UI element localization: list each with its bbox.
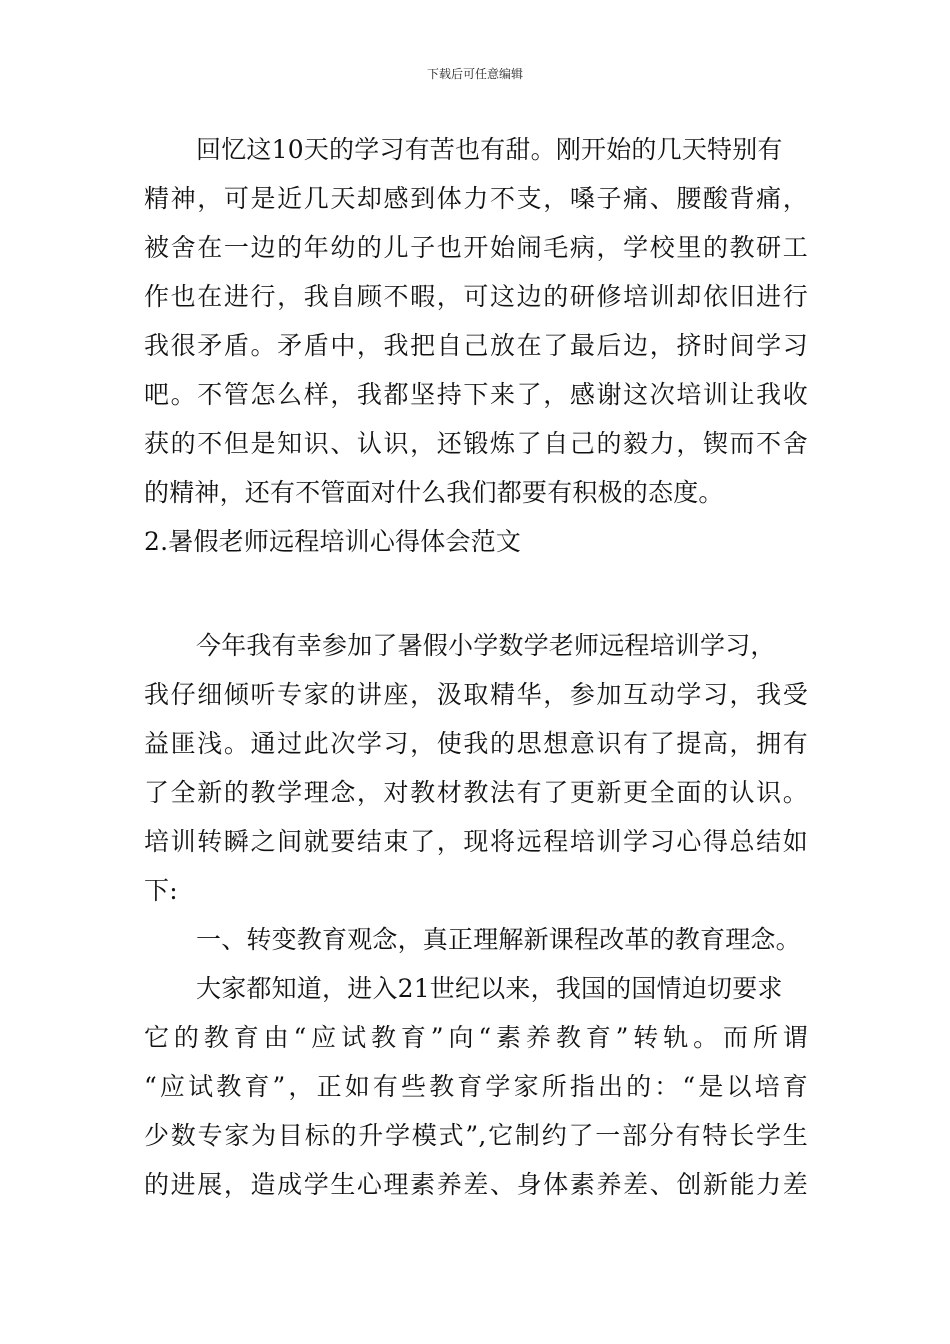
paragraph-line: 回忆这10天的学习有苦也有甜。刚开始的几天特别有 — [196, 135, 783, 164]
paragraph-line: 培训转瞬之间就要结束了，现将远程培训学习心得总结如 — [144, 827, 808, 856]
paragraph-line: “应试教育”，正如有些教育学家所指出的：“是以培育 — [144, 1072, 808, 1101]
paragraph-line: 我很矛盾。矛盾中，我把自己放在了最后边，挤时间学习 — [144, 331, 808, 360]
paragraph-line: 获的不但是知识、认识，还锻炼了自己的毅力，锲而不舍 — [144, 429, 808, 458]
paragraph-line: 的进展，造成学生心理素养差、身体素养差、创新能力差 — [144, 1170, 808, 1199]
paragraph-line: 吧。不管怎么样，我都坚持下来了，感谢这次培训让我收 — [144, 380, 808, 409]
paragraph-line: 它的教育由“应试教育”向“素养教育”转轨。而所谓 — [144, 1023, 808, 1052]
paragraph-line: 精神，可是近几天却感到体力不支，嗓子痛、腰酸背痛， — [144, 184, 808, 213]
paragraph-line: 被舍在一边的年幼的儿子也开始闹毛病，学校里的教研工 — [144, 233, 808, 262]
paragraph-line: 了全新的教学理念，对教材教法有了更新更全面的认识。 — [144, 778, 808, 807]
paragraph-line: 少数专家为目标的升学模式”,它制约了一部分有特长学生 — [144, 1121, 808, 1150]
paragraph-line: 大家都知道，进入21世纪以来，我国的国情迫切要求 — [196, 974, 783, 1003]
paragraph-line: 下: — [144, 876, 178, 905]
paragraph-line: 益匪浅。通过此次学习，使我的思想意识有了提高，拥有 — [144, 729, 808, 758]
section-heading: 2.暑假老师远程培训心得体会范文 — [144, 527, 522, 556]
paragraph-line: 作也在进行，我自顾不暇，可这边的研修培训却依旧进行 — [144, 282, 808, 311]
paragraph-line: 的精神，还有不管面对什么我们都要有积极的态度。 — [144, 478, 724, 507]
subheading-line: 一、转变教育观念，真正理解新课程改革的教育理念。 — [196, 925, 801, 954]
page-header: 下载后可任意编辑 — [426, 67, 523, 81]
paragraph-line: 今年我有幸参加了暑假小学数学老师远程培训学习， — [196, 631, 776, 660]
paragraph-line: 我仔细倾听专家的讲座，汲取精华，参加互动学习，我受 — [144, 680, 808, 709]
